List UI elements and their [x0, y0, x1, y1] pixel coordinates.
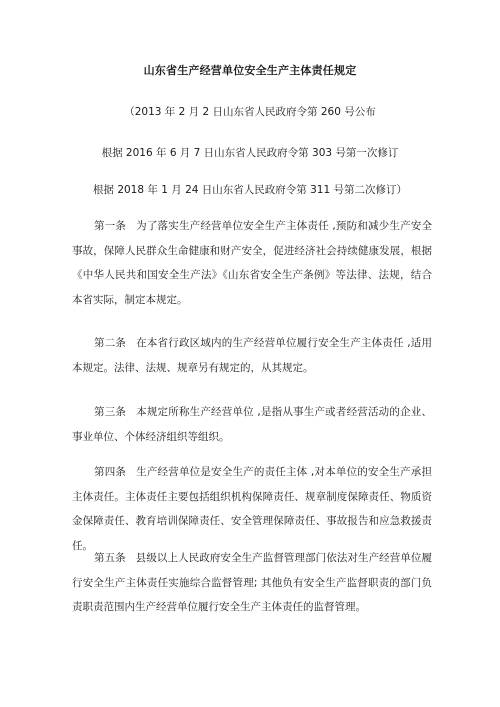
- article-number: 第三条: [94, 406, 127, 418]
- subtitle-first-revision: 根据 2016 年 6 月 7 日山东省人民政府令第 303 号第一次修订: [101, 147, 399, 159]
- document-title: 山东省生产经营单位安全生产主体责任规定: [143, 64, 357, 77]
- article-text: 县级以上人民政府安全生产监督管理部门依法对生产经营单位履行安全生产主体责任实施综合监督管理; 其他负有安全生产监督职责的部门负责职责范围内生产经营单位履行安全生产主体责任的监督管理。: [72, 552, 432, 613]
- article-text: 为了落实生产经营单位安全生产主体责任 ,预防和减少生产安全事故，保障人民群众生命健康和财产安全，促进经济社会持续健康发展，根据《中华人民共和国安全生产法》《山东省安全生产条例》等法律、法规，结合本省实际，制定本规定。: [72, 220, 433, 306]
- article-number: 第四条: [94, 466, 127, 478]
- article-number: 第五条: [94, 552, 126, 564]
- subtitle-published: （2013 年 2 月 2 日山东省人民政府令第 260 号公布: [124, 106, 376, 118]
- article-number: 第二条: [94, 337, 127, 349]
- article-number: 第一条: [94, 220, 127, 232]
- article-2: [72, 331, 432, 380]
- article-1: [72, 214, 432, 312]
- article-text: 本规定所称生产经营单位 ,是指从事生产或者经营活动的企业、事业单位、个体经济组织等组织。: [72, 406, 433, 443]
- subtitle-second-revision: 根据 2018 年 1 月 24 日山东省人民政府令第 311 号第二次修订）: [92, 184, 407, 196]
- article-text: 生产经营单位是安全生产的责任主体 ,对本单位的安全生产承担主体责任。主体责任主要包括组织机构保障责任、规章制度保障责任、物质资金保障责任、教育培训保障责任、安全管理保障责任、事故报告和应急救援责任。: [72, 466, 433, 552]
- article-4: [72, 460, 432, 558]
- article-5: [72, 546, 432, 620]
- article-text: 在本省行政区域内的生产经营单位履行安全生产主体责任 ,适用本规定。法律、法规、规章另有规定的，从其规定。: [72, 337, 433, 374]
- article-3: [72, 400, 432, 449]
